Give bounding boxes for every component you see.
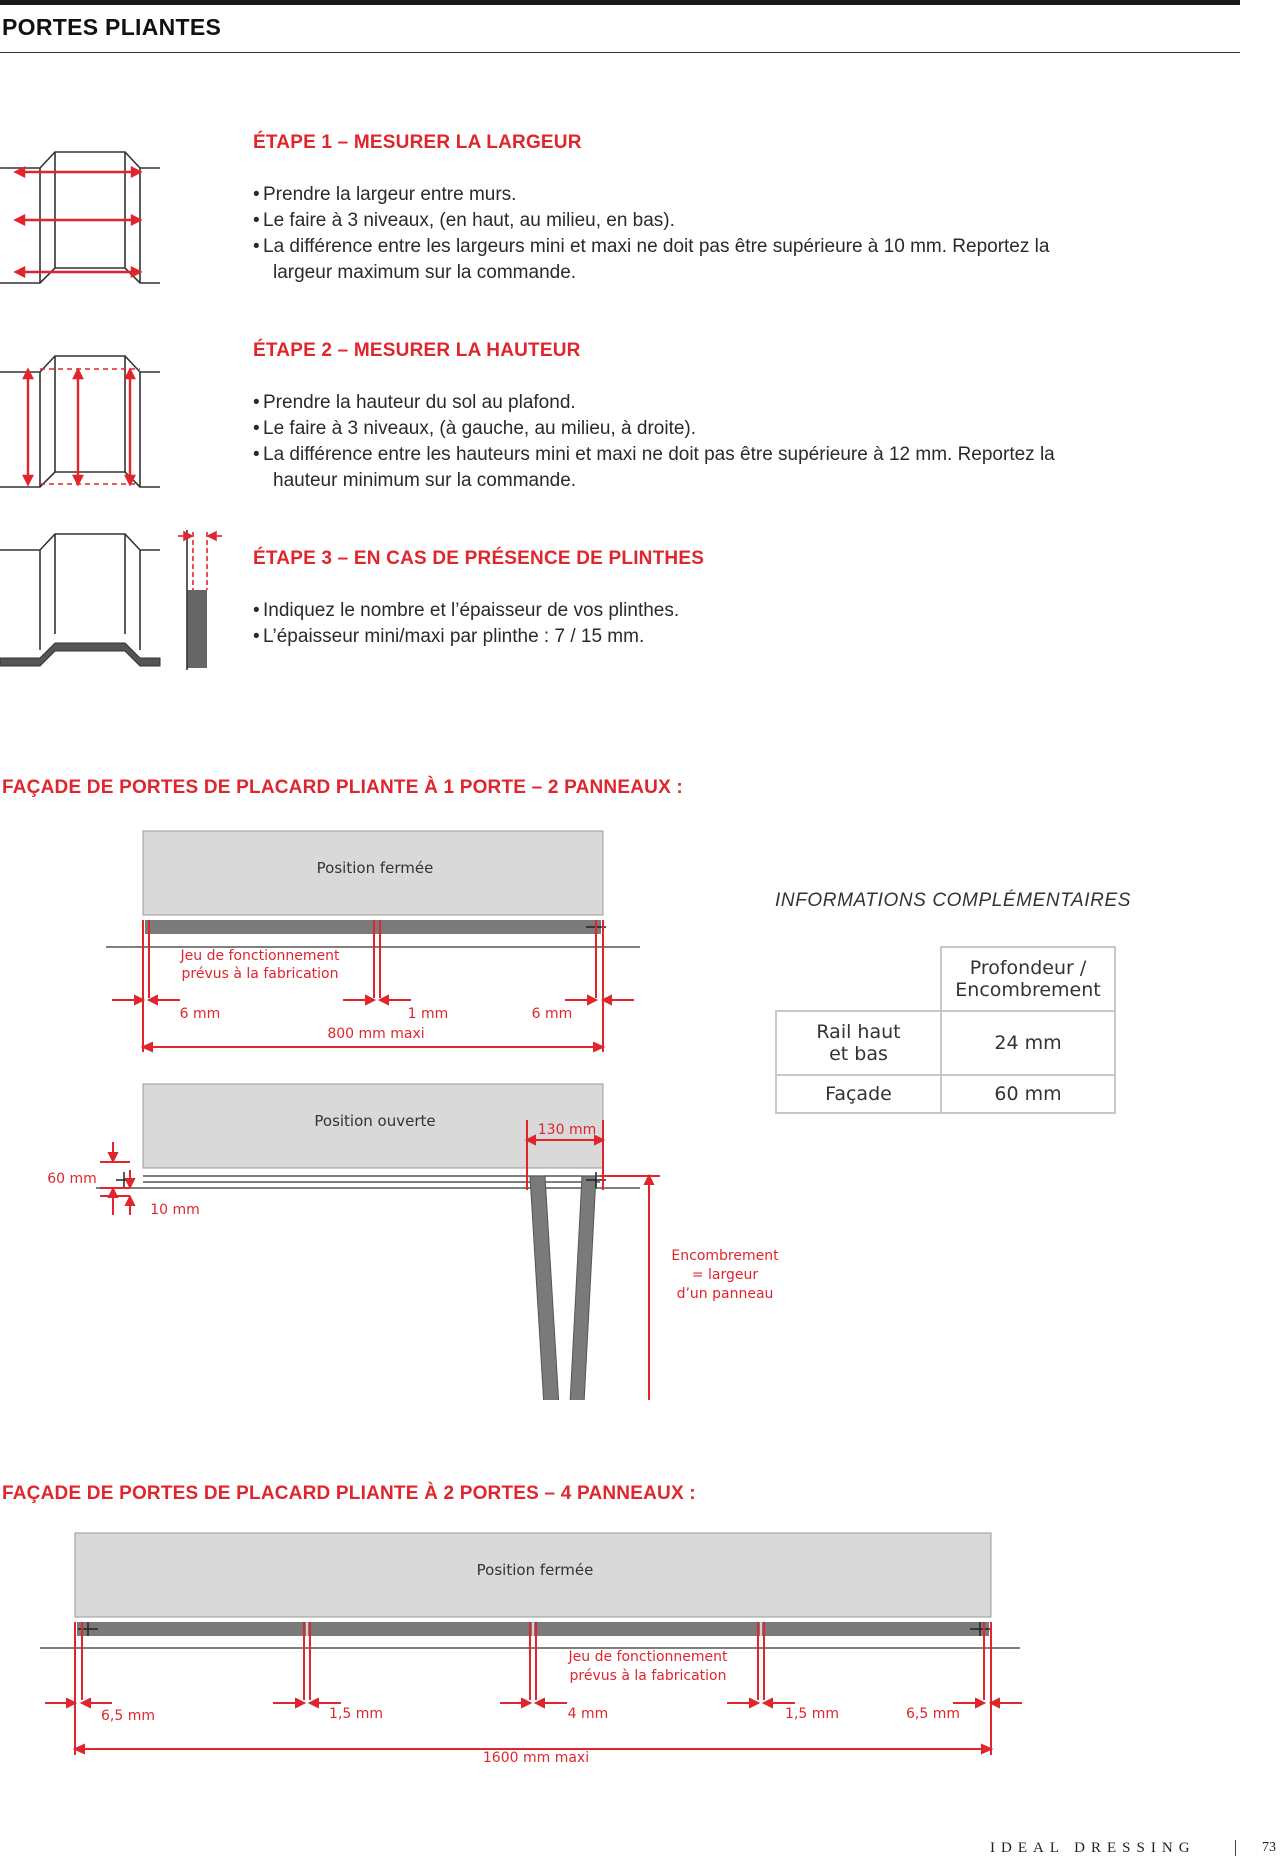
dim2-5: 6,5 mm xyxy=(906,1706,960,1722)
table-row xyxy=(776,1011,1115,1075)
list-item xyxy=(253,234,1153,286)
section2-heading: FAÇADE DE PORTES DE PLACARD PLIANTE À 2 PORTES – 4 PANNEAUX : xyxy=(2,1483,696,1504)
encombrement-line2: = largeur xyxy=(691,1267,759,1283)
gap-note-line2: prévus à la fabrication xyxy=(181,966,339,982)
list-item: • Prendre la hauteur du sol au plafond. xyxy=(253,390,1153,416)
list-item: • Le faire à 3 niveaux, (à gauche, au milieu, à droite). xyxy=(253,416,1153,442)
dim2-4: 1,5 mm xyxy=(785,1706,839,1722)
info-table xyxy=(775,946,1116,1114)
gap-note-line1: Jeu de fonctionnement xyxy=(180,948,340,964)
table-header xyxy=(941,947,1115,1011)
footer-brand: IDEAL DRESSING xyxy=(990,1840,1196,1856)
list-item: • Prendre la largeur entre murs. xyxy=(253,182,1153,208)
step2-heading: ÉTAPE 2 – MESURER LA HAUTEUR xyxy=(253,340,581,361)
closed-position-label-2: Position fermée xyxy=(476,1561,594,1579)
dim2-3: 4 mm xyxy=(567,1706,609,1722)
bullet-line: La différence entre les largeurs mini et maxi ne doit pas être supérieure à 10 mm. Reportez la xyxy=(263,236,1050,257)
bullet-line: La différence entre les hauteurs mini et maxi ne doit pas être supérieure à 12 mm. Reportez la xyxy=(263,444,1055,465)
dim-total: 800 mm maxi xyxy=(327,1026,425,1042)
dim2-2: 1,5 mm xyxy=(329,1706,383,1722)
list-item: • Le faire à 3 niveaux, (en haut, au milieu, en bas). xyxy=(253,208,1153,234)
header-line2: Encombrement xyxy=(955,979,1101,1001)
step1-bullets xyxy=(253,182,1153,286)
bullet-line-continued: hauteur minimum sur la commande. xyxy=(273,470,577,491)
table-row xyxy=(776,947,1115,1011)
gap-note2-line2: prévus à la fabrication xyxy=(569,1668,727,1684)
row-label-line1: Rail haut xyxy=(816,1021,901,1043)
step3-heading: ÉTAPE 3 – EN CAS DE PRÉSENCE DE PLINTHES xyxy=(253,548,705,569)
open-position-label: Position ouverte xyxy=(314,1112,436,1130)
table-row xyxy=(776,1075,1115,1113)
table-cell-label xyxy=(776,1011,941,1075)
table-cell-empty xyxy=(776,947,941,1011)
page-title: PORTES PLIANTES xyxy=(2,14,222,40)
step2-bullets xyxy=(253,390,1153,494)
dim-10: 10 mm xyxy=(150,1202,200,1218)
dim-right: 6 mm xyxy=(531,1006,573,1022)
section2-diagram xyxy=(0,1525,1050,1785)
top-rule xyxy=(0,0,1240,5)
section1-diagram xyxy=(0,820,800,1400)
dim-left: 6 mm xyxy=(179,1006,221,1022)
table-cell-label: Façade xyxy=(776,1075,941,1113)
encombrement-line3: d’un panneau xyxy=(676,1286,774,1302)
step3-baseboard-diagram xyxy=(0,530,230,670)
section1-heading: FAÇADE DE PORTES DE PLACARD PLIANTE À 1 PORTE – 2 PANNEAUX : xyxy=(2,777,683,798)
step2-height-diagram xyxy=(0,352,170,492)
encombrement-line1: Encombrement xyxy=(671,1248,779,1264)
dim-130: 130 mm xyxy=(537,1122,597,1138)
table-cell-value: 24 mm xyxy=(941,1011,1115,1075)
footer-divider xyxy=(1235,1840,1236,1856)
bullet-line-continued: largeur maximum sur la commande. xyxy=(273,262,577,283)
list-item: • Indiquez le nombre et l’épaisseur de vos plinthes. xyxy=(253,598,1153,624)
gap-note2-line1: Jeu de fonctionnement xyxy=(568,1649,728,1665)
closed-position-label: Position fermée xyxy=(316,859,434,877)
list-item: • L’épaisseur mini/maxi par plinthe : 7 / 15 mm. xyxy=(253,624,1153,650)
row-label-line2: et bas xyxy=(829,1043,888,1065)
dim-mid: 1 mm xyxy=(407,1006,449,1022)
step3-bullets xyxy=(253,598,1153,650)
dim2-1: 6,5 mm xyxy=(101,1708,155,1724)
info-title: INFORMATIONS COMPLÉMENTAIRES xyxy=(775,890,1132,911)
step1-width-diagram xyxy=(0,148,170,288)
table-cell-value: 60 mm xyxy=(941,1075,1115,1113)
page-number: 73 xyxy=(1262,1840,1276,1855)
title-rule xyxy=(0,52,1240,53)
list-item xyxy=(253,442,1153,494)
step1-heading: ÉTAPE 1 – MESURER LA LARGEUR xyxy=(253,132,582,153)
dim-60: 60 mm xyxy=(47,1171,97,1187)
dim2-total: 1600 mm maxi xyxy=(482,1750,590,1766)
header-line1: Profondeur / xyxy=(969,957,1087,979)
